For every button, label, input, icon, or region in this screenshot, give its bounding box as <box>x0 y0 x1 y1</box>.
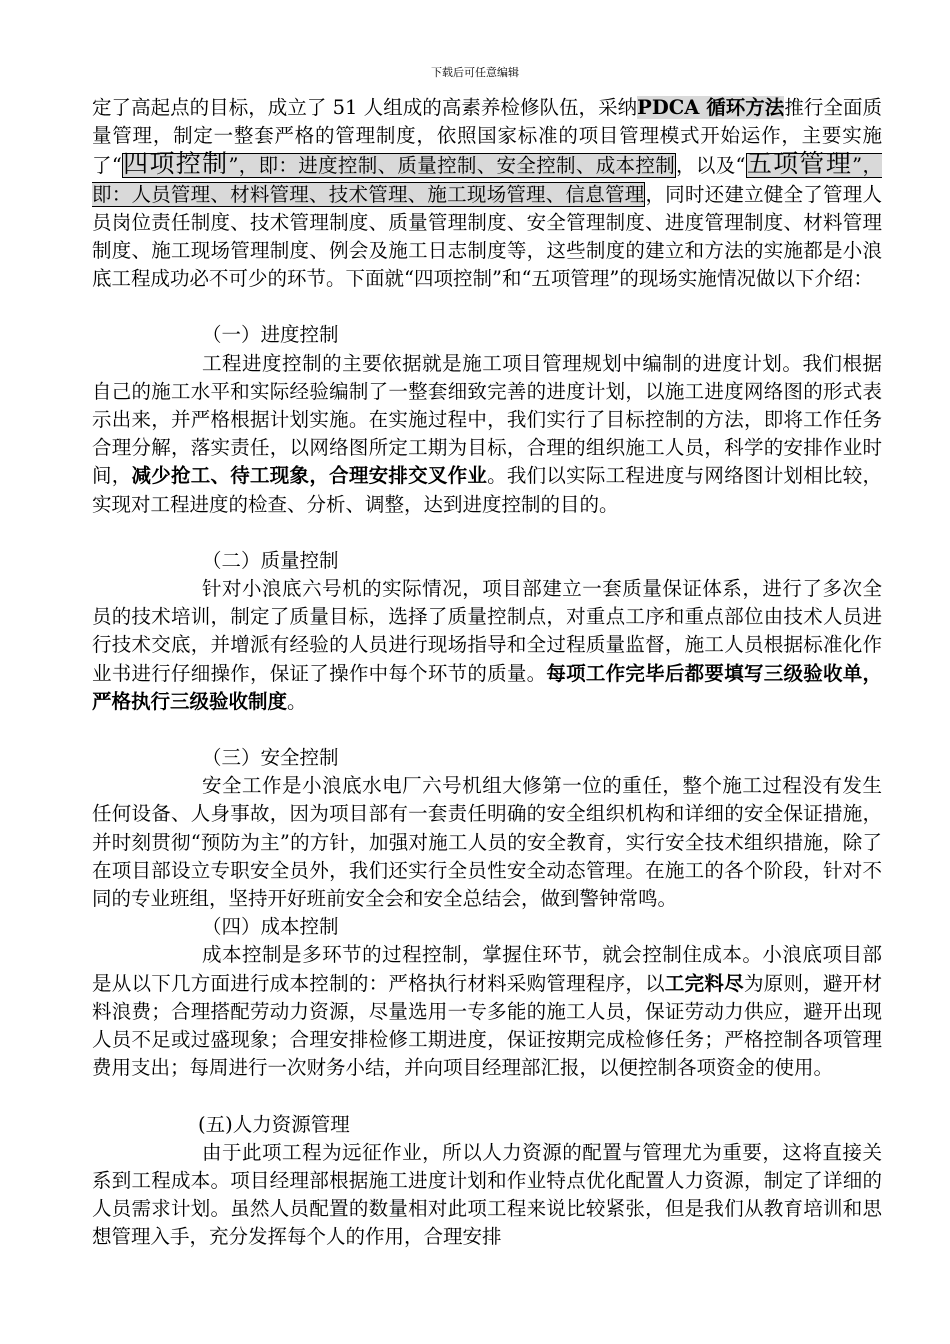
section-3-heading: （三）安全控制 <box>202 746 339 770</box>
section-3-paragraph: 安全工作是小浪底水电厂六号机组大修第一位的重任，整个施工过程没有发生任何设备、人身事故，因为项目部有一套责任明确的安全组织机构和详细的安全保证措施，并时刻贯彻“预防为主”的方针，加强对施工人员的安全教育，实行安全技术组织措施，除了在项目部设立专职安全员外，我们还实行全员性安全动态管理。在施工的各个阶段，针对不同的专业班组，坚持开好班前安全会和安全总结会，做到警钟常鸣。 <box>92 774 882 911</box>
section-5-heading: (五)人力资源管理 <box>198 1112 350 1136</box>
five-managements-title: 五项管理 <box>746 149 853 179</box>
section-1-heading: （一）进度控制 <box>202 323 339 347</box>
section-2-paragraph <box>92 575 882 716</box>
spacer <box>92 1083 882 1111</box>
document-body <box>92 94 882 1252</box>
pdca-highlight: PDCA 循环方法 <box>637 96 785 119</box>
five-managements-list: ”，即：人员管理、材料管理、技术管理、施工现场管理、信息管理 <box>92 154 882 206</box>
intro-text-1: 定了高起点的目标，成立了 51 人组成的高素养检修队伍，采纳 <box>92 96 638 119</box>
intro-text-4: ，同时还建立健全了管理人员岗位责任制度、技术管理制度、质量管理制度、安全管理制度、进度管理制度、材料管理制度、施工现场管理制度、例会及施工日志制度等，这些制度的建立和方法的实施都是小浪底工程成功必不可少的环节。下面就“四项控制”和“五项管理”的现场实施情况做以下介绍： <box>92 182 882 291</box>
spacer <box>92 716 882 744</box>
section-4-text-2: 为原则，避开材料浪费；合理搭配劳动力资源，尽量选用一专多能的施工人员，保证劳动力供应，避开出现人员不足或过盛现象；合理安排检修工期进度，保证按期完成检修任务；严格控制各项管理费用支出；每周进行一次财务小结，并向项目经理部汇报，以便控制各项资金的使用。 <box>92 971 882 1080</box>
section-1-text-1: 工程进度控制的主要依据就是施工项目管理规划中编制的进度计划。我们根据自己的施工水平和实际经验编制了一整套细致完善的进度计划，以施工进度网络图的形式表示出来，并严格根据计划实施。在实施过程中，我们实行了目标控制的方法，即将工作任务合理分解，落实责任，以网络图所定工期为目标，合理的组织施工人员，科学的安排作业时间， <box>92 351 882 488</box>
section-5-paragraph: 由于此项工程为远征作业，所以人力资源的配置与管理尤为重要，这将直接关系到工程成本。项目经理部根据施工进度计划和作业特点优化配置人力资源，制定了详细的人员需求计划。虽然人员配置的数量相对此项工程来说比较紧张，但是我们从教育培训和思想管理入手，充分发挥每个人的作用，合理安排 <box>92 1140 882 1249</box>
section-4-paragraph <box>92 941 882 1082</box>
section-1-text-2: 。我们以实际工程进度与网络图计划相比较，实现对工程进度的检查、分析、调整，达到进度控制的目的。 <box>92 464 882 516</box>
spacer <box>92 293 882 321</box>
section-2-text-1: 针对小浪底六号机的实际情况，项目部建立一套质量保证体系，进行了多次全员的技术培训，制定了质量目标，选择了质量控制点，对重点工序和重点部位由技术人员进行技术交底，并增派有经验的人员进行现场指导和全过程质量监督，施工人员根据标准化作业书进行仔细操作，保证了操作中每个环节的质量。 <box>92 577 882 685</box>
section-4-text-1: 成本控制是多环节的过程控制，掌握住环节，就会控制住成本。小浪底项目部是从以下几方面进行成本控制的：严格执行材料采购管理程序，以 <box>92 943 882 995</box>
section-1-paragraph <box>92 350 882 519</box>
spacer <box>92 519 882 547</box>
section-4-heading: （四）成本控制 <box>202 915 339 939</box>
four-controls-title: 四项控制 <box>122 149 229 179</box>
section-2-heading: （二）质量控制 <box>202 548 339 572</box>
page-header: 下载后可任意编辑 <box>431 66 519 79</box>
intro-text-2: 推行全面质量管理，制定一整套严格的管理制度，依照国家标准的项目管理模式开始运作，主要实施了“ <box>92 96 882 178</box>
section-4-bold: 工完料尽 <box>664 971 744 995</box>
section-2-text-2: 。 <box>287 689 307 713</box>
four-controls-box <box>122 149 676 179</box>
section-2-bold: 每项工作完毕后都要填写三级验收单，严格执行三级验收制度 <box>92 661 882 713</box>
section-1-bold: 减少抢工、待工现象，合理安排交叉作业 <box>131 464 488 488</box>
intro-paragraph <box>92 94 882 293</box>
intro-text-3: ，以及“ <box>676 154 746 178</box>
four-controls-list: ”，即：进度控制、质量控制、安全控制、成本控制 <box>228 154 676 178</box>
